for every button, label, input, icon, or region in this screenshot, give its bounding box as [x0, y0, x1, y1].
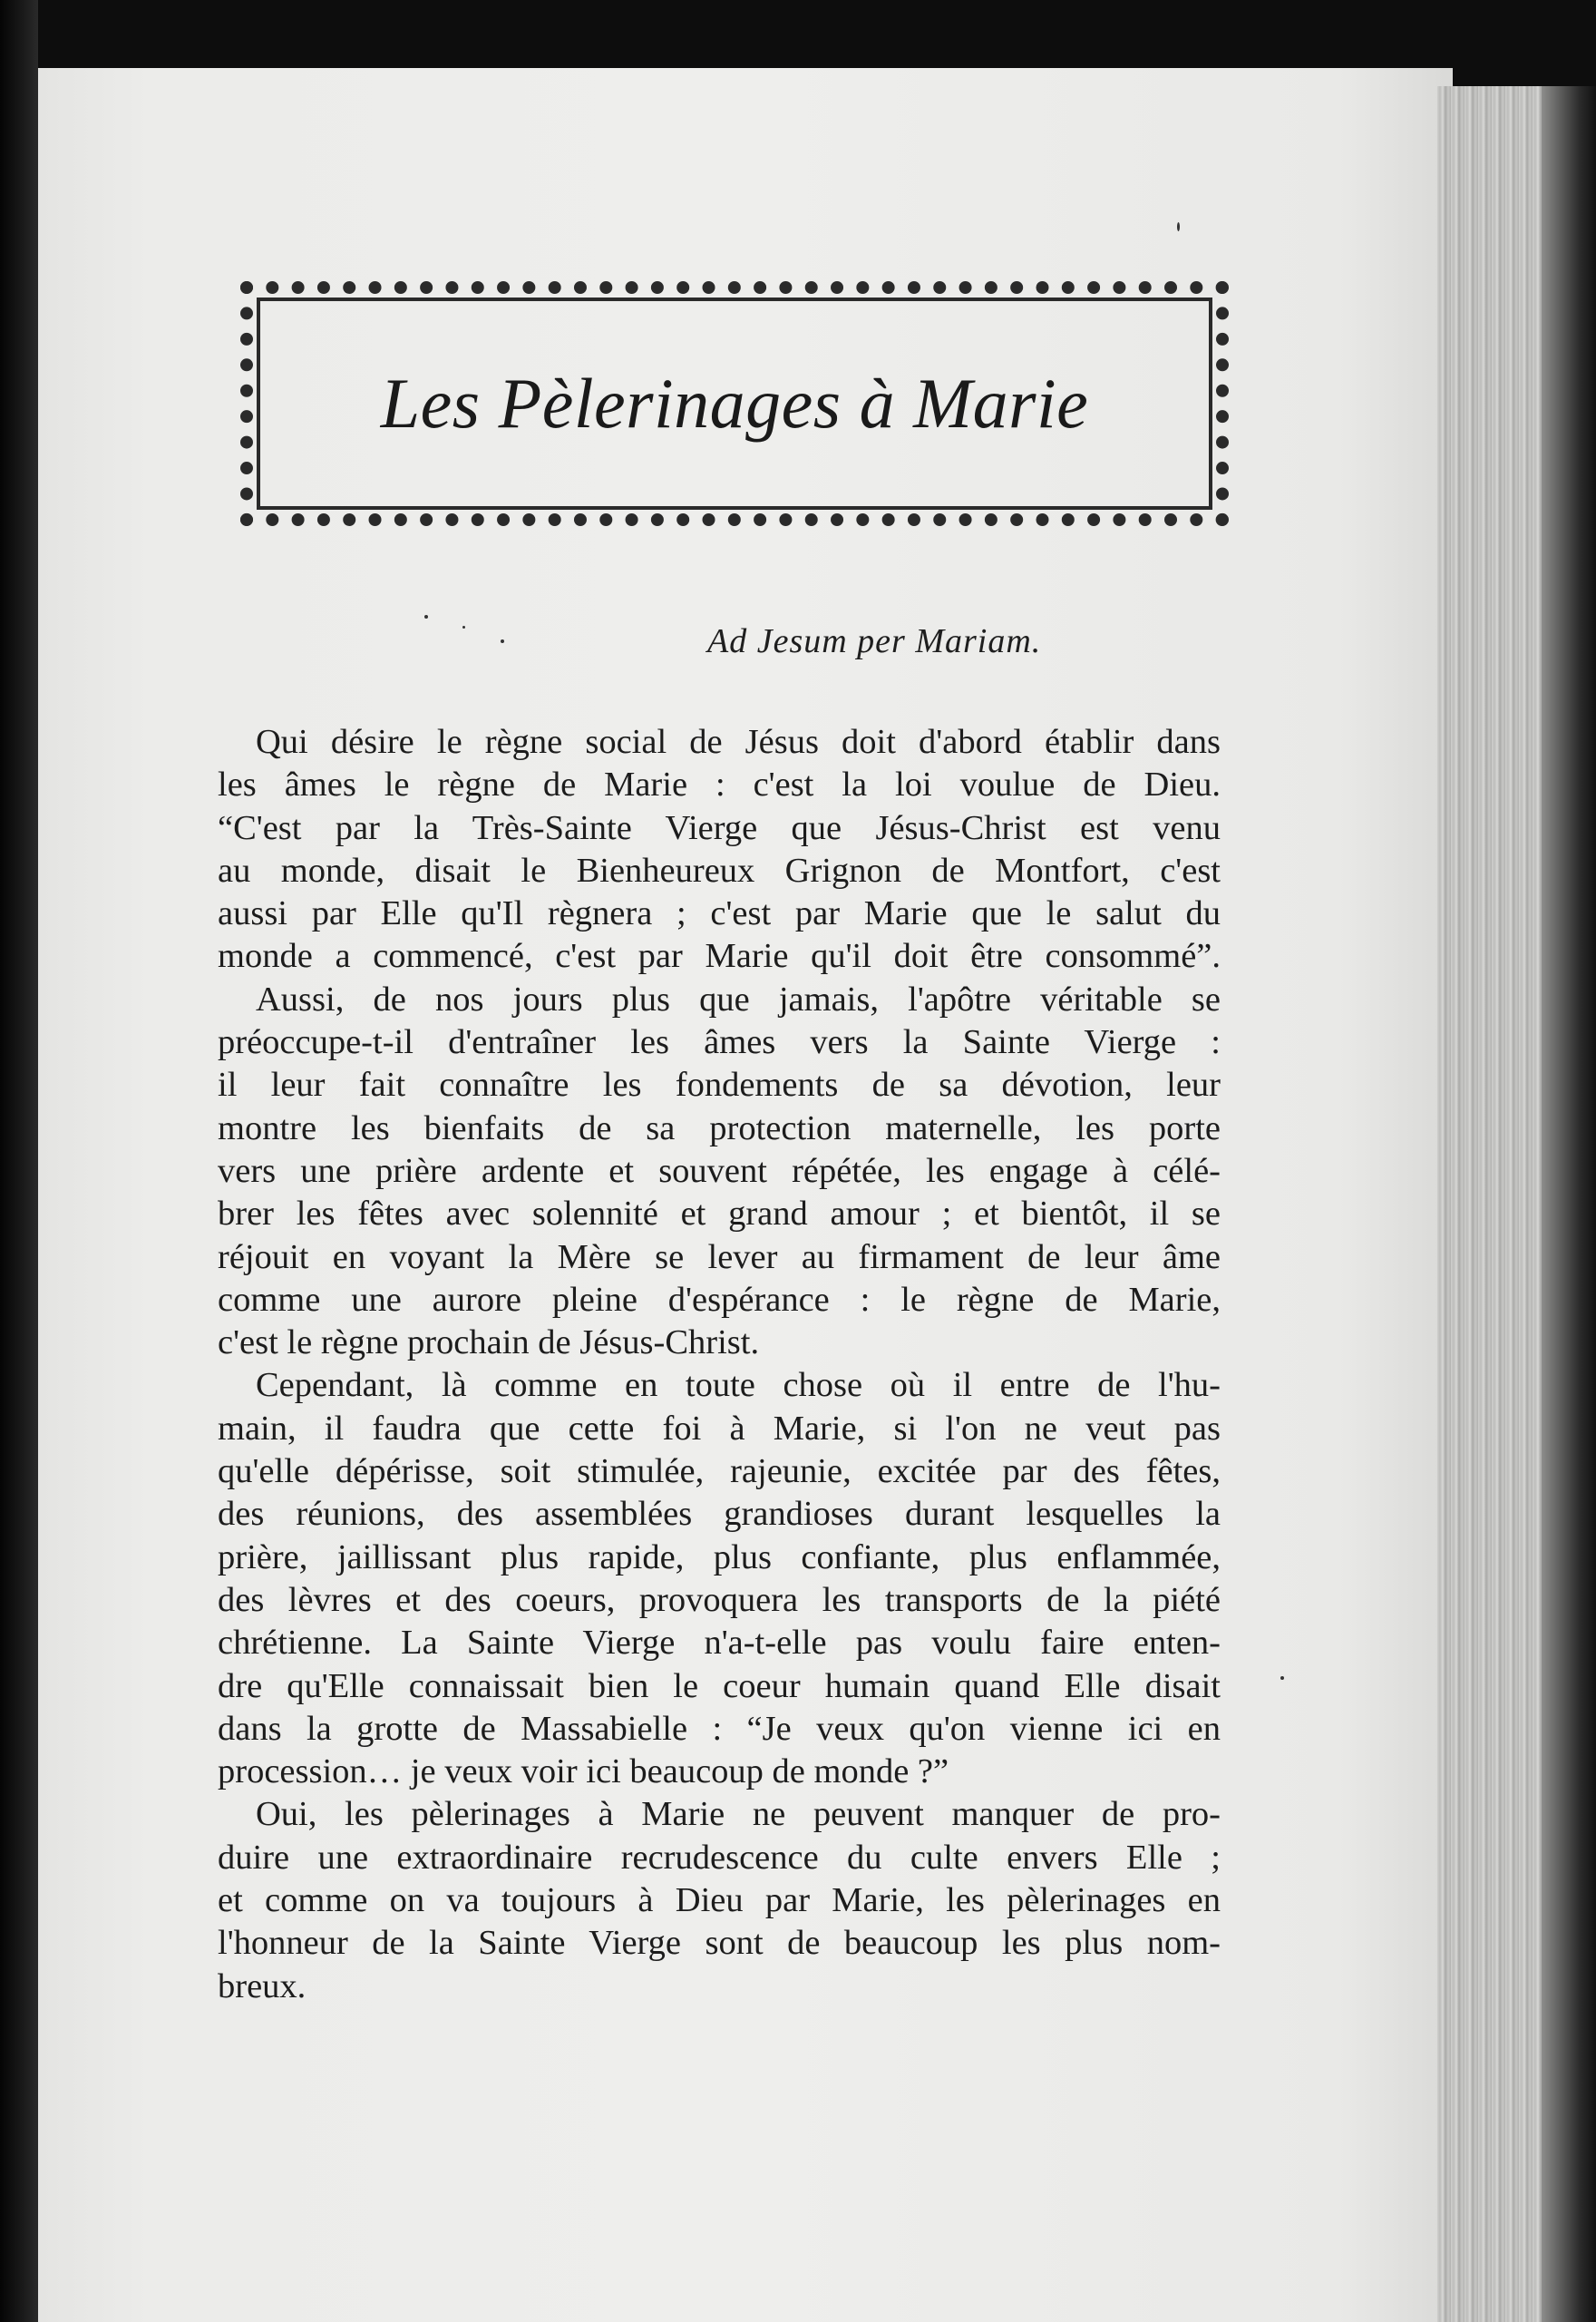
text-line: Qui désire le règne social de Jésus doit d'abord établir dans — [256, 723, 1221, 761]
text-line: breux. — [218, 1966, 307, 2005]
text-line: des lèvres et des coeurs, provoquera les transports de la piété — [218, 1580, 1221, 1619]
text-line: qu'elle dépérisse, soit stimulée, rajeunie, excitée par des fêtes, — [218, 1452, 1221, 1491]
book-spine-left — [0, 0, 38, 2322]
text-line: prière, jaillissant plus rapide, plus confiante, plus enflammée, — [218, 1537, 1221, 1576]
text-line: les âmes le règne de Marie : c'est la loi voulue de Dieu. — [218, 766, 1221, 805]
scan-speck — [501, 639, 504, 643]
text-line: c'est le règne prochain de Jésus-Christ. — [218, 1323, 760, 1362]
text-line: Oui, les pèlerinages à Marie ne peuvent manquer de pro- — [256, 1795, 1221, 1834]
text-line: et comme on va toujours à Dieu par Marie, les pèlerinages en — [218, 1881, 1221, 1920]
scan-speck — [1177, 222, 1180, 231]
text-line: monde a commencé, c'est par Marie qu'il doit être consommé”. — [218, 937, 1221, 976]
text-line: brer les fêtes avec solennité et grand amour ; et bientôt, il se — [218, 1195, 1221, 1234]
text-line: montre les bienfaits de sa protection maternelle, les porte — [218, 1108, 1221, 1147]
scan-speck — [462, 626, 465, 629]
body-text — [218, 721, 1221, 2008]
chapter-title: Les Pèlerinages à Marie — [380, 364, 1089, 443]
text-line: aussi par Elle qu'Il règnera ; c'est par Marie que le salut du — [218, 894, 1221, 933]
text-line: duire une extraordinaire recrudescence du culte envers Elle ; — [218, 1838, 1221, 1877]
text-line: préoccupe-t-il d'entraîner les âmes vers la Sainte Vierge : — [218, 1023, 1221, 1062]
text-line: main, il faudra que cette foi à Marie, si l'on ne veut pas — [218, 1409, 1221, 1448]
page-edges-shadow — [1542, 86, 1596, 2322]
text-line: comme une aurore pleine d'espérance : le règne de Marie, — [218, 1280, 1221, 1319]
scan-speck — [424, 615, 428, 619]
title-ornamental-frame — [240, 281, 1229, 526]
text-line: “C'est par la Très-Sainte Vierge que Jésus-Christ est venu — [218, 808, 1221, 847]
text-line: des réunions, des assemblées grandioses durant lesquelles la — [218, 1495, 1221, 1534]
scan-speck — [1280, 1676, 1284, 1680]
text-line: dre qu'Elle connaissait bien le coeur humain quand Elle disait — [218, 1666, 1221, 1705]
text-line: réjouit en voyant la Mère se lever au firmament de leur âme — [218, 1237, 1221, 1276]
text-line: l'honneur de la Sainte Vierge sont de beaucoup les plus nom- — [218, 1924, 1221, 1963]
text-line: vers une prière ardente et souvent répétée, les engage à célé- — [218, 1151, 1221, 1190]
text-line: il leur fait connaître les fondements de sa dévotion, leur — [218, 1066, 1221, 1105]
text-line: chrétienne. La Sainte Vierge n'a-t-elle pas voulu faire enten- — [218, 1624, 1221, 1663]
text-line: au monde, disait le Bienheureux Grignon de Montfort, c'est — [218, 851, 1221, 890]
text-line: dans la grotte de Massabielle : “Je veux qu'on vienne ici en — [218, 1709, 1221, 1748]
text-line: procession… je veux voir ici beaucoup de monde ?” — [218, 1752, 949, 1791]
text-line: Cependant, là comme en toute chose où il entre de l'hu- — [256, 1366, 1221, 1405]
epigraph: Ad Jesum per Mariam. — [707, 622, 1042, 660]
text-line: Aussi, de nos jours plus que jamais, l'apôtre véritable se — [256, 980, 1221, 1019]
